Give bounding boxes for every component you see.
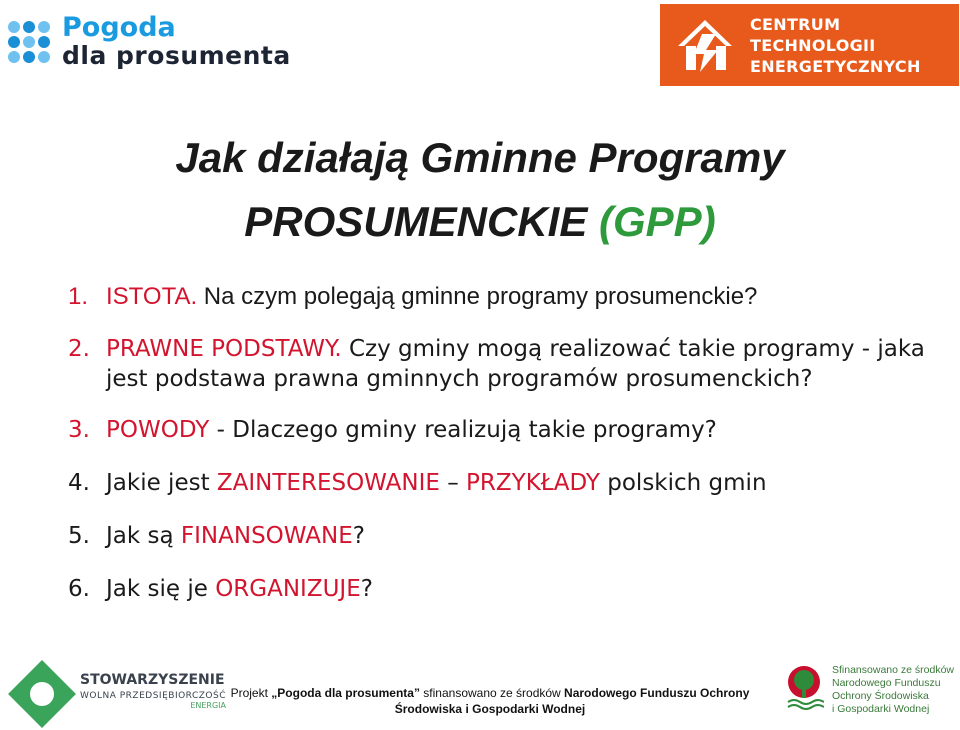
item-key: ORGANIZUJE (215, 576, 361, 602)
title-main: PROSUMENCKIE (244, 198, 588, 245)
item-number: 2. (68, 336, 90, 362)
item-key: ZAINTERESOWANIE (216, 470, 440, 496)
item-number: 3. (68, 417, 90, 443)
list-item (68, 334, 948, 394)
item-text: Na czym polegają gminne programy prosumenckie? (197, 283, 758, 310)
item-number: 6. (68, 576, 90, 602)
nfosigw-logo (784, 664, 954, 716)
tree-icon (784, 664, 824, 712)
cte-logo (660, 4, 959, 86)
footer-project: „Pogoda dla prosumenta” (271, 686, 420, 700)
logo-subtitle: dla prosumenta (62, 41, 291, 70)
list-item (68, 468, 948, 498)
item-mid: – (439, 470, 467, 496)
dots-icon (8, 21, 50, 63)
item-number: 5. (68, 523, 90, 549)
cte-line-1: CENTRUM (750, 14, 841, 34)
house-energy-icon (672, 12, 738, 78)
footer-mid: sfinansowano ze środków (419, 686, 565, 700)
item-pre: Jakie jest (106, 470, 217, 496)
item-pre: Jak są (106, 523, 181, 549)
item-key: POWODY (106, 417, 210, 443)
sw-line-1: STOWARZYSZENIE (80, 672, 225, 688)
item-text: ? (360, 576, 373, 602)
list-item (68, 415, 948, 445)
nf-line-4: i Gospodarki Wodnej (832, 703, 930, 715)
item-text: polskich gmin (599, 470, 767, 496)
sw-line-3: ENERGIA (190, 701, 227, 710)
item-text: Czy gminy mogą realizować takie programy - jaka jest podstawa prawna gminnych programów prosumenckich? (106, 336, 925, 392)
slide-title-line1: Jak działają Gminne Programy (175, 134, 785, 181)
slide-title-line2 (0, 198, 960, 246)
cte-line-3: ENERGETYCZNYCH (750, 56, 921, 76)
item-key: ISTOTA. (106, 283, 198, 310)
footer-funding-note (210, 685, 770, 717)
cte-line-2: TECHNOLOGII (750, 35, 876, 55)
item-key: PRAWNE PODSTAWY. (106, 336, 342, 362)
diamond-people-icon (8, 660, 76, 728)
list-item (68, 282, 948, 312)
logo-title: Pogoda (62, 12, 176, 43)
list-item (68, 574, 948, 604)
item-key-2: PRZYKŁADY (466, 470, 600, 496)
item-number: 1. (68, 283, 89, 310)
footer-prefix: Projekt (230, 686, 272, 700)
sw-line-2: WOLNA PRZEDSIĘBIORCZOŚĆ (80, 691, 227, 701)
title-accent: (GPP) (599, 198, 716, 245)
nf-line-1: Sfinansowano ze środków (832, 664, 954, 676)
footer-fund: Narodowego Funduszu Ochrony Środowiska i Gospodarki Wodnej (394, 686, 750, 716)
item-number: 4. (68, 470, 90, 496)
list-item (68, 521, 948, 551)
item-text: ? (352, 523, 365, 549)
item-key: FINANSOWANE (180, 523, 353, 549)
nf-line-3: Ochrony Środowiska (832, 690, 929, 702)
agenda-list (68, 282, 948, 627)
item-pre: Jak się je (106, 576, 216, 602)
item-text: - Dlaczego gminy realizują takie programy? (209, 417, 717, 443)
stowarzyszenie-logo (10, 664, 226, 718)
pogoda-logo (8, 14, 291, 70)
nf-line-2: Narodowego Funduszu (832, 677, 941, 689)
